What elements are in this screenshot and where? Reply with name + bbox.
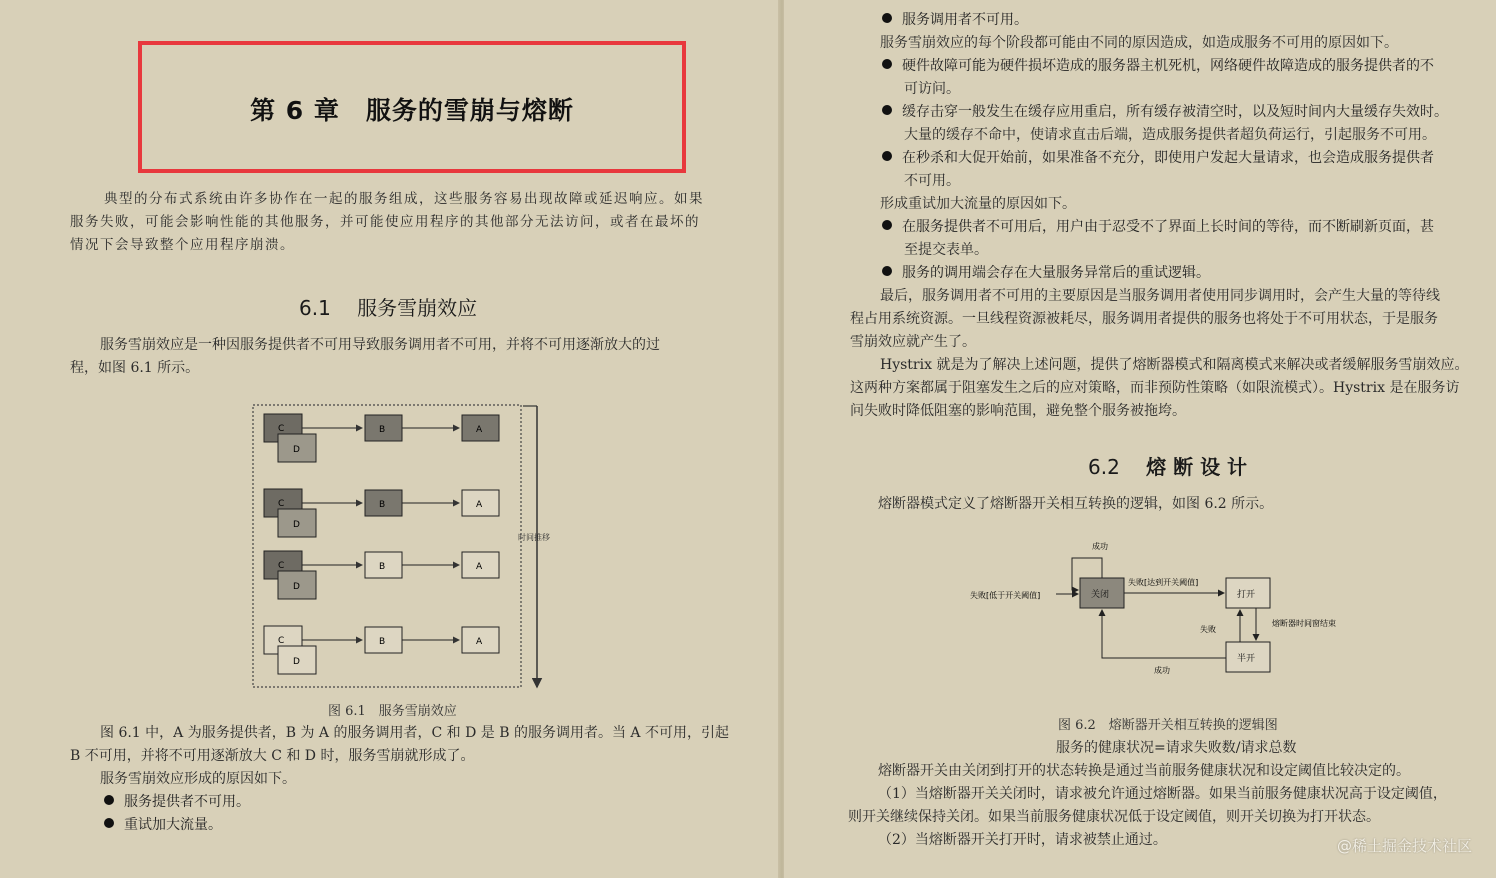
node-a: A xyxy=(476,425,483,435)
intro-line-2: 服务失败，可能会影响性能的其他服务，并可能使应用程序的其他部分无法访问，或者在最坏的 xyxy=(70,214,700,230)
p3-line-2: 程占用系统资源。一旦线程资源被耗尽，服务调用者提供的服务也将处于不可用状态，于是服务 xyxy=(850,311,1438,327)
figure-6-1-avalanche-diagram xyxy=(250,400,550,695)
state-open-label: 打开 xyxy=(1237,590,1256,600)
health-formula: 服务的健康状况=请求失败数/请求总数 xyxy=(1056,740,1297,756)
node-c: C xyxy=(278,499,285,509)
p4-line-2: 这两种方案都属于阻塞发生之后的应对策略，而非预防性策略（如限流模式）。Hystrix 是在服务访 xyxy=(850,380,1460,396)
p2: 形成重试加大流量的原因如下。 xyxy=(880,196,1076,212)
node-a: A xyxy=(476,637,483,647)
p4-line-1: Hystrix 就是为了解决上述问题，提供了熔断器模式和隔离模式来解决或者缓解服务雪崩效应。 xyxy=(880,357,1469,373)
row-3 xyxy=(264,551,499,599)
row-1 xyxy=(264,414,499,462)
chapter-name: 服务的雪崩与熔断 xyxy=(365,96,574,125)
figure-6-2-state-diagram xyxy=(966,534,1366,684)
section-heading-6-1 xyxy=(299,292,477,321)
figure-6-1-caption: 图 6.1 服务雪崩效应 xyxy=(328,704,457,719)
time-label: 时间推移 xyxy=(518,533,550,542)
para1-line-1: 服务雪崩效应是一种因服务提供者不可用导致服务调用者不可用，并将不可用逐渐放大的过 xyxy=(100,337,660,353)
chapter-title-highlight-box xyxy=(138,41,686,173)
node-b: B xyxy=(379,425,386,435)
p3-line-1: 最后，服务调用者不可用的主要原因是当服务调用者使用同步调用时，会产生大量的等待线 xyxy=(880,288,1440,304)
bullet-hardware: 硬件故障可能为硬件损坏造成的服务器主机死机，网络硬件故障造成的服务提供者的不 xyxy=(882,55,1434,78)
state-closed-label: 关闭 xyxy=(1091,590,1110,600)
state-half-open-label: 半开 xyxy=(1237,654,1256,664)
figure-6-2-caption: 图 6.2 熔断器开关相互转换的逻辑图 xyxy=(1058,718,1278,733)
node-d: D xyxy=(293,582,300,592)
label-success-bottom: 成功 xyxy=(1154,666,1170,675)
intro-line-3: 情况下会导致整个应用程序崩溃。 xyxy=(70,237,295,253)
bullet-dot xyxy=(104,795,114,805)
bullet-dot xyxy=(104,818,114,828)
node-a: A xyxy=(476,500,483,510)
node-d: D xyxy=(293,445,300,455)
p4-line-3: 问失败时降低阻塞的影响范围，避免整个服务被拖垮。 xyxy=(850,403,1186,419)
label-fail-reach-threshold: 失败[达到开关阈值] xyxy=(1128,578,1199,587)
bullet-retry-logic: 服务的调用端会存在大量服务异常后的重试逻辑。 xyxy=(882,262,1210,285)
bullet-dot xyxy=(882,151,892,161)
label-fail-below-threshold: 失败[低于开关阈值] xyxy=(970,591,1041,600)
section-number: 6.1 xyxy=(299,296,331,320)
bullet-retry-traffic: 重试加大流量。 xyxy=(104,814,222,837)
bullet-dot xyxy=(882,59,892,69)
section-heading-6-2 xyxy=(1088,451,1247,480)
p7-line-2: 则开关继续保持关闭。如果当前服务健康状况低于设定阈值，则开关切换为打开状态。 xyxy=(848,809,1380,825)
section-title: 服务雪崩效应 xyxy=(357,296,478,320)
row-4 xyxy=(264,626,499,674)
node-d: D xyxy=(293,520,300,530)
node-a: A xyxy=(476,562,483,572)
node-c: C xyxy=(278,636,285,646)
label-success-top: 成功 xyxy=(1092,542,1108,551)
section-title: 熔 断 设 计 xyxy=(1146,455,1248,479)
bullet-dot xyxy=(882,220,892,230)
para2-line-2: B 不可用，并将不可用逐渐放大 C 和 D 时，服务雪崩就形成了。 xyxy=(70,748,475,764)
p5: 熔断器模式定义了熔断器开关相互转换的逻辑，如图 6.2 所示。 xyxy=(878,496,1274,512)
row-2 xyxy=(264,489,499,537)
node-b: B xyxy=(379,500,386,510)
bullet-flash-sale-cont: 不可用。 xyxy=(904,173,960,189)
bullet-cache-cont: 大量的缓存不命中，使请求直击后端，造成服务提供者超负荷运行，引起服务不可用。 xyxy=(904,127,1436,143)
chapter-number: 第 6 章 xyxy=(250,96,340,125)
node-c: C xyxy=(278,424,285,434)
chapter-title xyxy=(142,91,682,127)
bullet-flash-sale: 在秒杀和大促开始前，如果准备不充分，即使用户发起大量请求，也会造成服务提供者 xyxy=(882,147,1434,170)
bullet-caller-unavailable: 服务调用者不可用。 xyxy=(882,9,1028,32)
para2-line-1: 图 6.1 中，A 为服务提供者，B 为 A 的服务调用者，C 和 D 是 B 的服务调用者。当 A 不可用，引起 xyxy=(100,725,729,741)
bullet-refresh: 在服务提供者不可用后，用户由于忍受不了界面上长时间的等待，而不断刷新页面，甚 xyxy=(882,216,1434,239)
bullet-dot xyxy=(882,13,892,23)
bullet-hardware-cont: 可访问。 xyxy=(904,81,960,97)
bullet-dot xyxy=(882,105,892,115)
node-b: B xyxy=(379,637,386,647)
right-page xyxy=(784,0,1496,878)
p8: （2）当熔断器开关打开时，请求被禁止通过。 xyxy=(878,832,1167,848)
p6: 熔断器开关由关闭到打开的状态转换是通过当前服务健康状况和设定阈值比较决定的。 xyxy=(878,763,1410,779)
label-timeout: 熔断器时间窗结束 xyxy=(1272,619,1336,628)
label-fail: 失败 xyxy=(1200,625,1216,634)
bullet-cache: 缓存击穿一般发生在缓存应用重启，所有缓存被清空时，以及短时间内大量缓存失效时。 xyxy=(882,101,1448,124)
intro-line-1: 典型的分布式系统由许多协作在一起的服务组成，这些服务容易出现故障或延迟响应。如果 xyxy=(104,191,704,207)
p1: 服务雪崩效应的每个阶段都可能由不同的原因造成，如造成服务不可用的原因如下。 xyxy=(880,35,1398,51)
watermark: @稀土掘金技术社区 xyxy=(1336,837,1472,855)
p3-line-3: 雪崩效应就产生了。 xyxy=(850,334,976,350)
bullet-refresh-cont: 至提交表单。 xyxy=(904,242,988,258)
node-b: B xyxy=(379,562,386,572)
bullet-provider-unavailable: 服务提供者不可用。 xyxy=(104,791,250,814)
node-d: D xyxy=(293,657,300,667)
node-c: C xyxy=(278,561,285,571)
para1-line-2: 程，如图 6.1 所示。 xyxy=(70,360,200,376)
para3: 服务雪崩效应形成的原因如下。 xyxy=(100,771,296,787)
bullet-dot xyxy=(882,266,892,276)
p7-line-1: （1）当熔断器开关关闭时，请求被允许通过熔断器。如果当前服务健康状况高于设定阈值， xyxy=(878,786,1447,802)
section-number: 6.2 xyxy=(1088,455,1120,479)
